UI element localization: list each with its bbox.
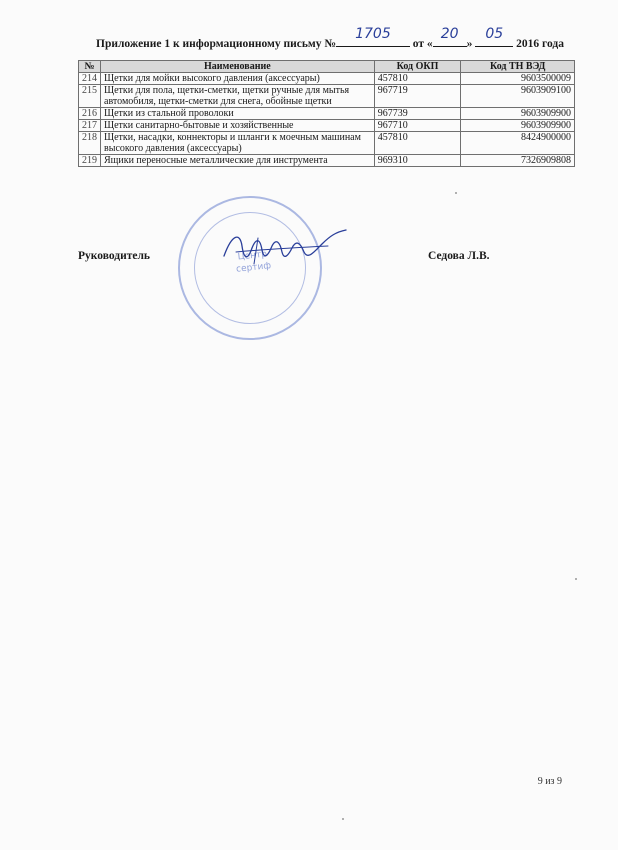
scan-speck	[342, 818, 344, 820]
table-row	[79, 132, 575, 155]
row-name: Ящики переносные металлические для инструмента	[101, 155, 375, 167]
month-handwritten: 05	[485, 26, 504, 42]
stamp-line-2: сертиф	[235, 261, 272, 275]
row-tnved: 9603500009	[461, 73, 575, 85]
row-name: Щетки из стальной проволоки	[101, 108, 375, 120]
day-field	[433, 26, 467, 47]
row-tnved: 9603909100	[461, 85, 575, 108]
header-prefix: Приложение 1 к информационному письму №	[96, 38, 336, 50]
letter-number-handwritten: 1705	[355, 26, 391, 42]
row-okp: 457810	[374, 73, 461, 85]
column-header-number: №	[79, 61, 101, 73]
row-number: 215	[79, 85, 101, 108]
header-date-open: от «	[412, 38, 433, 50]
header-date-close: »	[466, 38, 473, 50]
row-number: 216	[79, 108, 101, 120]
row-number: 218	[79, 132, 101, 155]
row-name: Щетки для мойки высокого давления (аксессуары)	[101, 73, 375, 85]
row-okp: 967739	[374, 108, 461, 120]
handwritten-signature	[218, 226, 358, 276]
row-number: 219	[79, 155, 101, 167]
column-header-okp: Код ОКП	[374, 61, 461, 73]
scan-speck	[455, 192, 457, 194]
row-okp: 967719	[374, 85, 461, 108]
table-row	[79, 85, 575, 108]
table-row	[79, 73, 575, 85]
table-header-row	[79, 61, 575, 73]
signatory-role: Руководитель	[78, 250, 150, 262]
scan-speck	[575, 578, 577, 580]
day-handwritten: 20	[440, 26, 459, 42]
row-number: 214	[79, 73, 101, 85]
table-row	[79, 120, 575, 132]
signatory-name: Седова Л.В.	[428, 250, 490, 262]
row-number: 217	[79, 120, 101, 132]
row-name: Щетки для пола, щетки-сметки, щетки ручные для мытья автомобиля, щетки-сметки для снега, обойные щетки	[101, 85, 375, 108]
products-table	[78, 60, 575, 167]
row-okp: 969310	[374, 155, 461, 167]
table-row	[79, 155, 575, 167]
row-tnved: 8424900000	[461, 132, 575, 155]
row-name: Щетки санитарно-бытовые и хозяйственные	[101, 120, 375, 132]
month-field	[475, 26, 513, 47]
stamp-line-1: Центр	[237, 249, 268, 263]
header-year: 2016 года	[516, 38, 564, 50]
table-row	[79, 108, 575, 120]
column-header-name: Наименование	[101, 61, 375, 73]
row-name: Щетки, насадки, коннекторы и шланги к моечным машинам высокого давления (аксессуары)	[101, 132, 375, 155]
column-header-tnved: Код ТН ВЭД	[461, 61, 575, 73]
page-number: 9 из 9	[537, 776, 562, 787]
row-tnved: 7326909808	[461, 155, 575, 167]
row-okp: 967710	[374, 120, 461, 132]
document-header	[96, 26, 586, 50]
row-tnved: 9603909900	[461, 108, 575, 120]
row-tnved: 9603909900	[461, 120, 575, 132]
row-okp: 457810	[374, 132, 461, 155]
letter-number-field	[336, 26, 410, 47]
